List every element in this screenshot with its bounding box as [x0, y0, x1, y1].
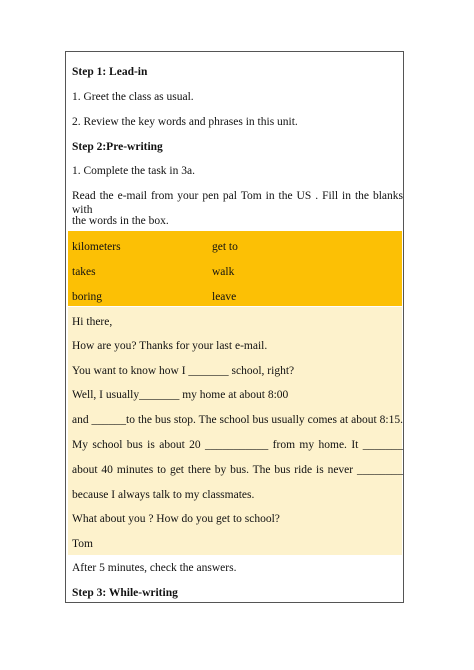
word-box-row [72, 290, 237, 304]
word-box-word: leave [212, 291, 237, 303]
step3-heading: Step 3: While-writing [72, 587, 178, 599]
step1-item-1: 1. Greet the class as usual. [72, 91, 194, 103]
step1-heading: Step 1: Lead-in [72, 66, 148, 78]
word-box-word: walk [212, 266, 235, 278]
email-greeting: Hi there, [72, 316, 113, 328]
step2-item-1: 1. Complete the task in 3a. [72, 165, 195, 177]
email-line: because I always talk to my classmates. [72, 489, 255, 501]
check-answers-note: After 5 minutes, check the answers. [72, 562, 237, 574]
email-line: What about you ? How do you get to school? [72, 513, 280, 525]
email-line: about 40 minutes to get there by bus. The bus ride is never ________ [72, 464, 403, 476]
word-box-row [72, 265, 235, 279]
task-instruction-line1: Read the e-mail from your pen pal Tom in the US . Fill in the blanks with [72, 190, 403, 216]
step1-item-2: 2. Review the key words and phrases in this unit. [72, 116, 298, 128]
word-box-word: takes [72, 266, 96, 278]
email-line: You want to know how I _______ school, right? [72, 365, 295, 377]
email-signature: Tom [72, 538, 93, 550]
word-box-word: boring [72, 291, 103, 303]
email-line: How are you? Thanks for your last e-mail. [72, 340, 268, 352]
word-box-word: kilometers [72, 241, 121, 253]
step2-heading: Step 2:Pre-writing [72, 141, 163, 153]
word-box-row [72, 240, 238, 254]
email-line: My school bus is about 20 ___________ from my home. It _______ [72, 439, 403, 451]
task-instruction-line2: the words in the box. [72, 215, 169, 227]
email-line: and ______to the bus stop. The school bus usually comes at about 8:15. [72, 414, 403, 426]
word-box-word: get to [212, 241, 238, 253]
email-line: Well, I usually_______ my home at about 8:00 [72, 389, 289, 401]
